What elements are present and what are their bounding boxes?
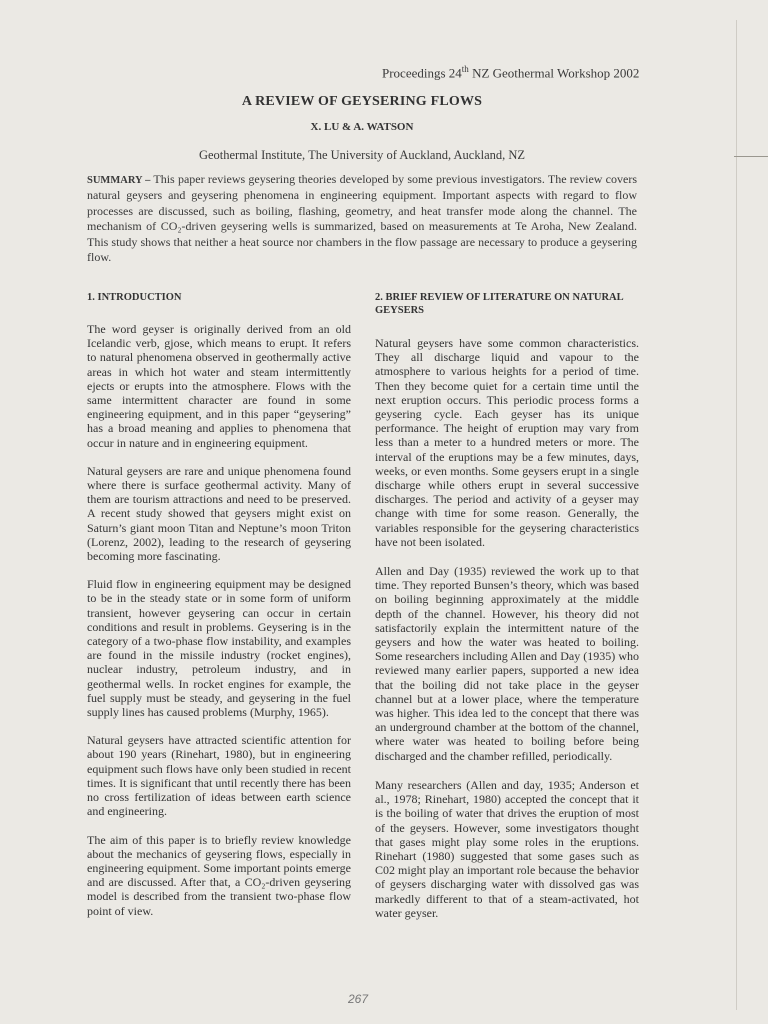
- paper-authors: X. LU & A. WATSON: [310, 121, 414, 133]
- summary-abstract: [87, 172, 637, 265]
- intro-paragraph-4: Natural geysers have attracted scientific attention for about 190 years (Rinehart, 1980), but in engineering equipment such flows have only been studied in recent times. It is significant that until recently there has been no cross fertilization of ideas between earth science and engineering.: [87, 733, 351, 819]
- intro-paragraph-1: The word geyser is originally derived from an old Icelandic verb, gjose, which means to erupt. It refers to natural phenomena observed in geothermally active areas in which hot water and steam intermittently ejects or erupts into the atmosphere. Flows with the same intermittent character are found in some engineering equipment, and in this paper “geysering” has a broad meaning and applies to phenomena that occur in nature and in engineering equipment.: [87, 322, 351, 450]
- header-proceedings: Proceedings: [382, 65, 449, 81]
- header-ordinal-suffix: th: [461, 64, 469, 74]
- left-column: [87, 291, 351, 932]
- right-column: [375, 291, 639, 934]
- literature-paragraph-1: Natural geysers have some common characteristics. They all discharge liquid and vapour to the atmosphere to various heights for a period of time. Then they become quiet for a certain time until the next eruption occurs. This periodic process forms a geysering cycle. Each geyser has its unique performance. The height of eruption may vary from less than a meter to a hundred meters or more. The interval of the eruptions may be a few minutes, days, weeks, or even months. Some geysers erupt in a single discharge while others erupt in several successive discharges. The period and activity of a geyser may change with time for some reason. Generally, the variables responsible for the geysering characteristics have not been isolated.: [375, 336, 639, 549]
- scan-edge-mark: [734, 156, 768, 157]
- intro-paragraph-2: Natural geysers are rare and unique phenomena found where there is surface geothermal activity. Many of them are tourism attractions and need to be preserved. A recent study showed that geysers might exist on Saturn’s giant moon Titan and Neptune’s moon Triton (Lorenz, 2002), leading to the research of geysering becoming more fascinating.: [87, 463, 351, 564]
- scan-edge-line: [736, 20, 737, 1010]
- summary-lead: SUMMARY –: [87, 175, 151, 186]
- intro-paragraph-3: Fluid flow in engineering equipment may be designed to be in the steady state or in some form of uniform transient, however geysering can occur in certain conditions and result in problems. Geysering is in the category of a two-phase flow instability, and examples are found in the missile industry (rocket engines), nuclear industry, petroleum industry, and in geothermal wells. In rocket engines for example, the fuel supply must be steady, and geysering in the fuel supply lines has caused problems (Murphy, 1965).: [87, 577, 351, 720]
- paper-affiliation: Geothermal Institute, The University of Auckland, Auckland, NZ: [198, 148, 526, 162]
- running-header: [382, 64, 672, 81]
- header-workshop: NZ Geothermal Workshop 2002: [468, 65, 640, 81]
- literature-paragraph-2: Allen and Day (1935) reviewed the work up to that time. They reported Bunsen’s theory, which was based on boiling beginning approximately at the middle depth of the channel. However, his theory did not satisfactorily explain the intermittent nature of the geysers and how the water was heated to boiling. Some researchers including Allen and Day (1935) who reviewed many earlier papers, supported a new idea that the boiling did not take place in the geyser channel but at a lower place, where the temperature was higher. This idea led to the concept that there was an underground chamber at the bottom of the channel, where water was heated to boiling before being discharged and the chamber refilled, periodically.: [375, 564, 639, 763]
- section-heading-introduction: 1. INTRODUCTION: [87, 292, 182, 303]
- section-heading-literature: 2. BRIEF REVIEW OF LITERATURE ON NATURAL GEYSERS: [375, 292, 624, 316]
- page-number: 267: [347, 992, 369, 1006]
- intro-paragraph-5: The aim of this paper is to briefly review knowledge about the mechanics of geysering flows, especially in engineering equipment. Some important points emerge and are discussed. After that, a CO₂-driven geysering model is described from the transient two-phase flow point of view.: [87, 832, 351, 918]
- paper-title: A REVIEW OF GEYSERING FLOWS: [241, 94, 483, 109]
- header-ordinal: 24: [448, 65, 462, 81]
- literature-paragraph-3: Many researchers (Allen and day, 1935; Anderson et al., 1978; Rinehart, 1980) accepted the concept that it is the boiling of water that drives the eruption of most of the geysers. However, some investigators thought that gases might play some roles in the eruptions. Rinehart (1980) suggested that some gases such as C02 might play an important role because the behavior of geysers discharging water with dissolved gas was markedly different to that of a steam-activated, hot water geyser.: [375, 777, 639, 920]
- summary-text: This paper reviews geysering theories developed by some previous investigators. The review covers natural geysers and geysering phenomena in engineering equipment. Important aspects with regard to flow processes are discussed, such as boiling, flashing, geometry, and heat transfer mode along the channel. The mechanism of CO₂-driven geysering wells is summarized, based on measurements at Te Aroha, New Zealand. This study shows that neither a heat source nor chambers in the flow passage are necessary to produce a geysering flow.: [87, 172, 638, 265]
